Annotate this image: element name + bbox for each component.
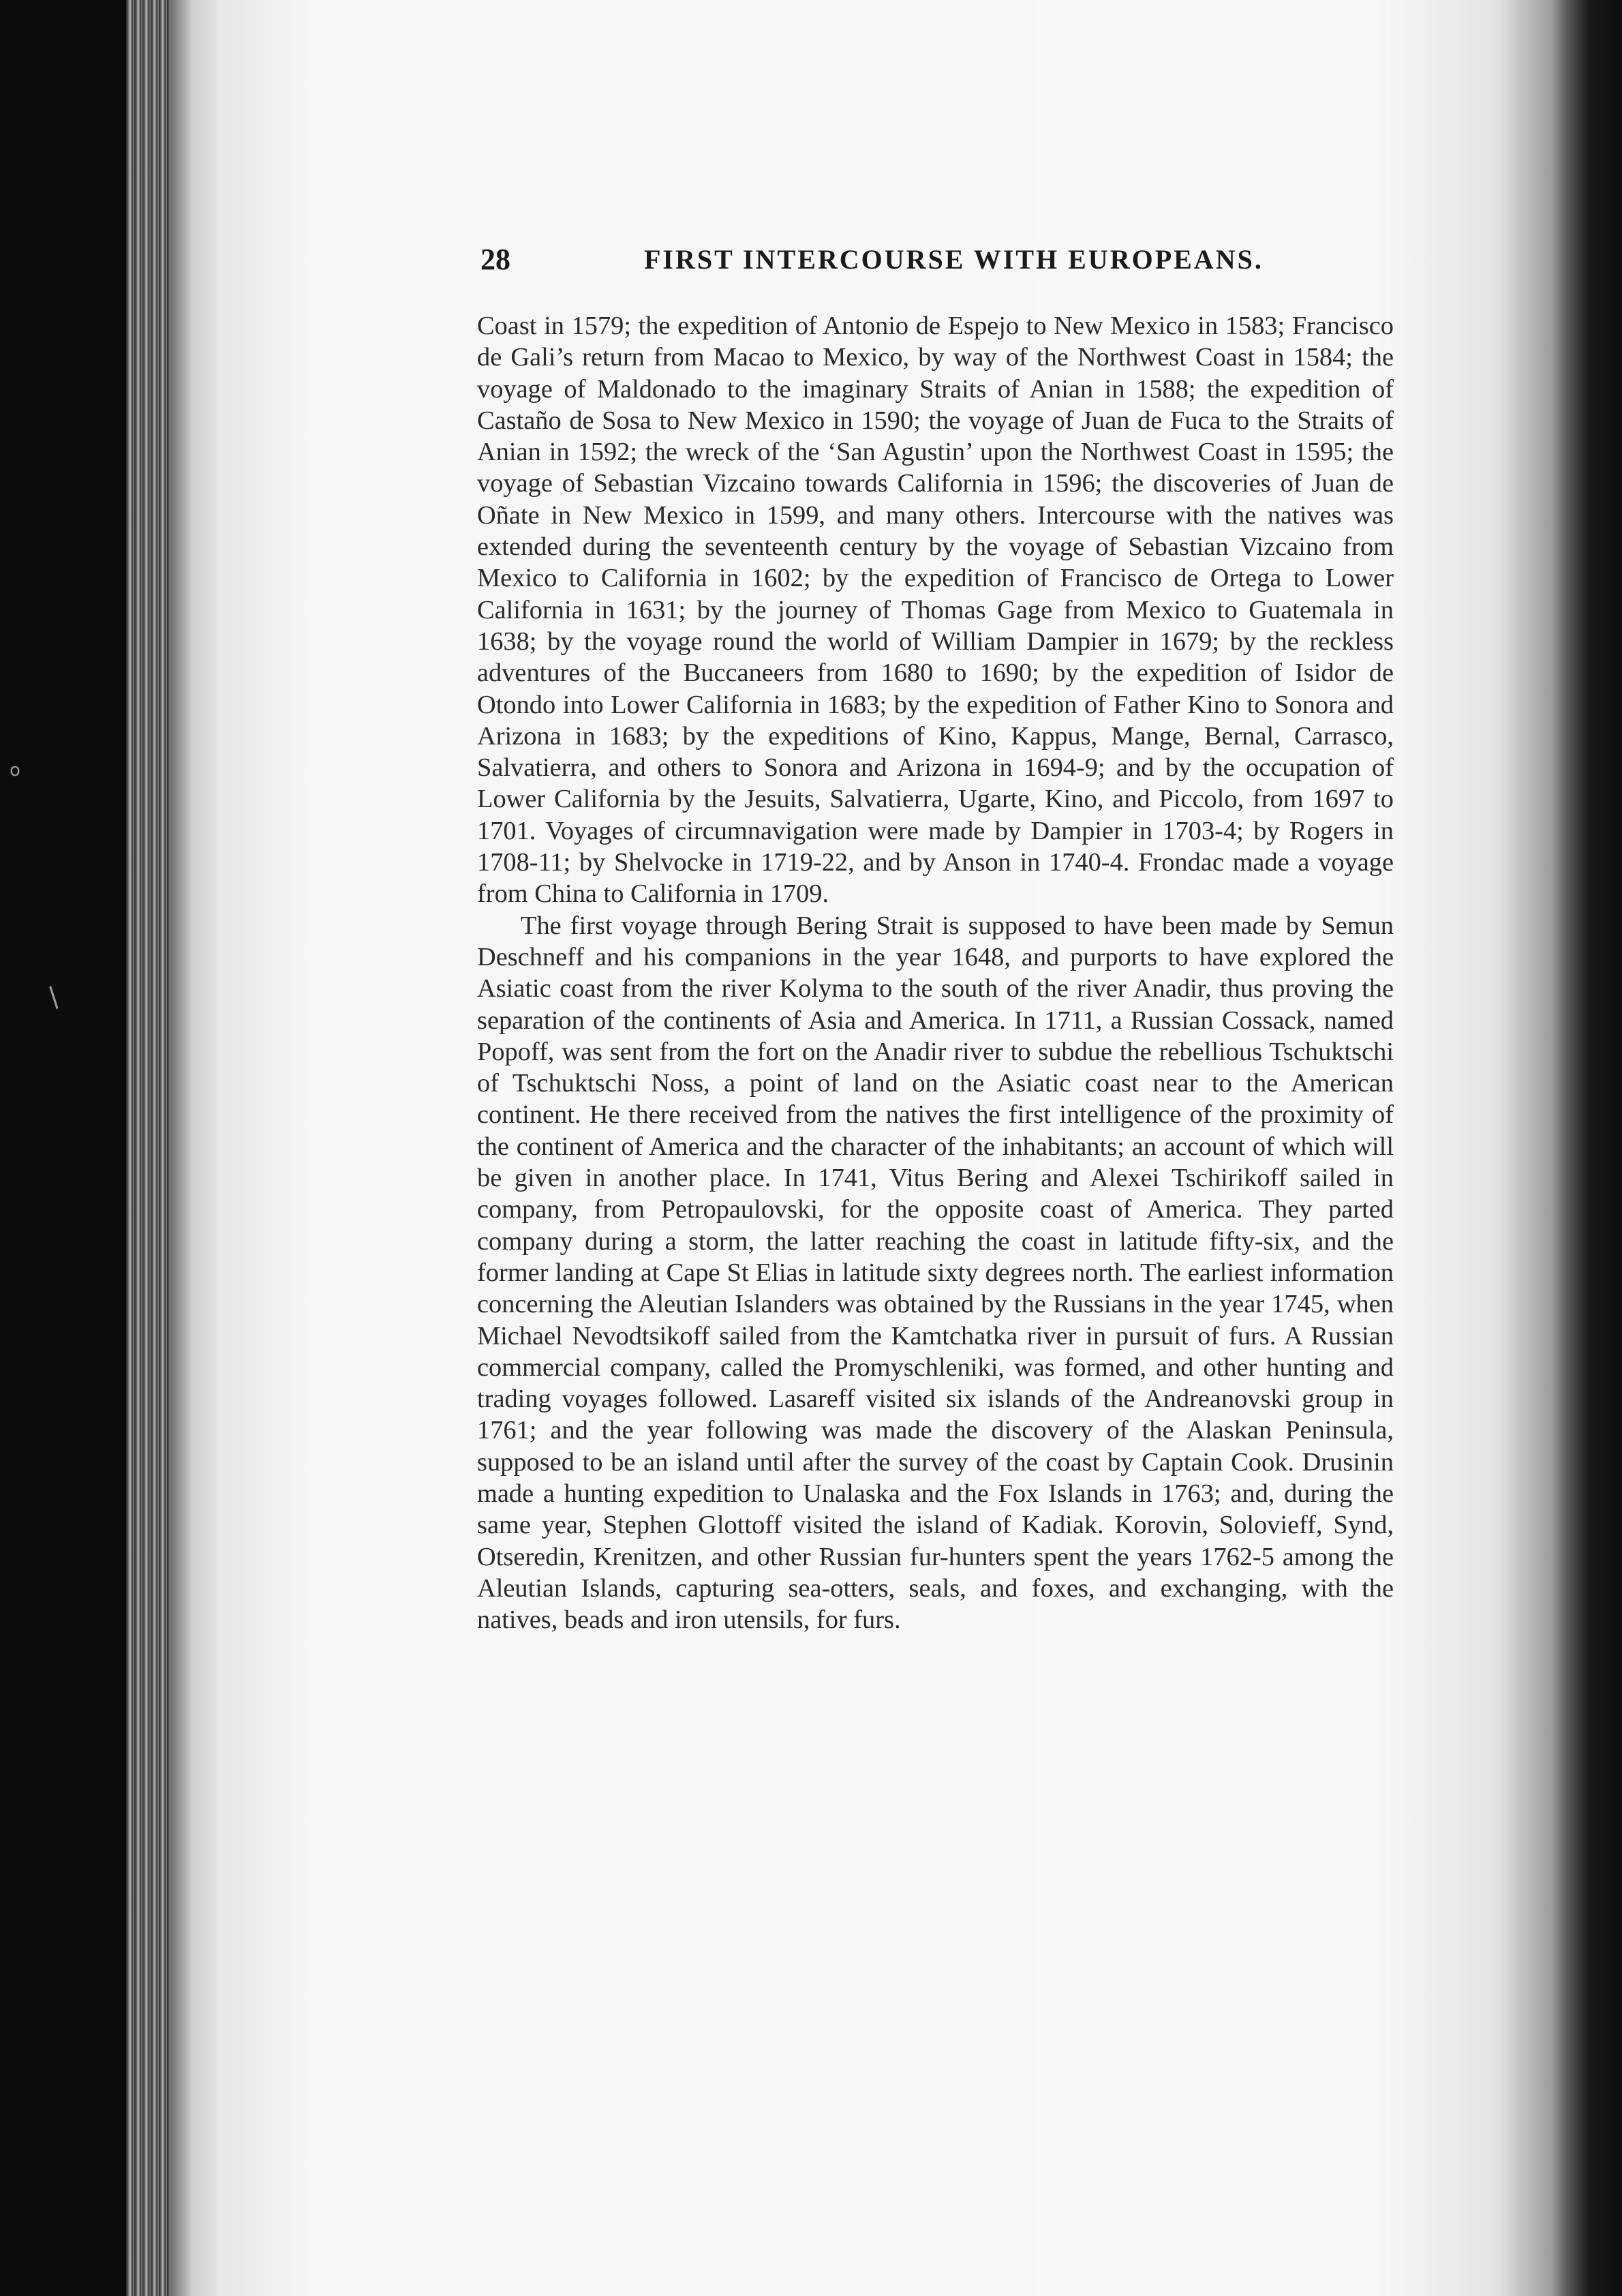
scan-speck: / [41,982,67,1013]
book-gutter-shadow [1567,0,1622,2296]
running-title: FIRST INTERCOURSE WITH EUROPEANS. [644,244,1264,275]
page-header [480,242,1395,283]
paragraph: The first voyage through Bering Strait is supposed to have been made by Semun Deschneff and his companions in the year 1648, and purports to have explored the Asiatic coast from the river Kolyma to the south of the river Anadir, thus proving the separation of the continents of Asia and America. In 1711, a Russian Cossack, named Popoff, was sent from the fort on the Anadir river to subdue the rebellious Tschuktschi of Tschuktschi Noss, a point of land on the Asiatic coast near to the American continent. He there received from the natives the first intelligence of the proximity of the continent of America and the character of the inhabitants; an account of which will be given in another place. In 1741, Vitus Bering and Alexei Tschirikoff sailed in company, from Petropaulovski, for the opposite coast of America. They parted company during a storm, the latter reaching the coast in latitude fifty-six, and the former landing at Cape St Elias in latitude sixty degrees north. The earliest information concerning the Aleutian Islanders was obtained by the Russians in the year 1745, when Michael Nevodtsikoff sailed from the Kamtchatka river in pursuit of furs. A Russian commercial company, called the Promyschleniki, was formed, and other hunting and trading voyages followed. Lasareff visited six islands of the Andreanovski group in 1761; and the year following was made the discovery of the Alaskan Peninsula, supposed to be an island until after the survey of the coast by Captain Cook. Drusinin made a hunting expedition to Unalaska and the Fox Islands in 1763; and, during the same year, Stephen Glottoff visited the island of Kadiak. Korovin, Solovieff, Synd, Otseredin, Krenitzen, and other Russian fur-hunters spent the years 1762-5 among the Aleutian Islands, capturing sea-otters, seals, and foxes, and exchanging, with the natives, beads and iron utensils, for furs. [477,911,1394,1635]
scan-speck: o [10,760,20,781]
paragraph: Coast in 1579; the expedition of Antonio de Espejo to New Mexico in 1583; Francisco de Gali’s return from Macao to Mexico, by way of the Northwest Coast in 1584; the voyage of Maldonado to the imaginary Straits of Anian in 1588; the expedition of Castaño de Sosa to New Mexico in 1590; the voyage of Juan de Fuca to the Straits of Anian in 1592; the wreck of the ‘San Agustin’ upon the Northwest Coast in 1595; the voyage of Sebastian Vizcaino towards California in 1596; the discoveries of Juan de Oñate in New Mexico in 1599, and many others. Intercourse with the natives was extended during the seventeenth century by the voyage of Sebastian Vizcaino from Mexico to California in 1602; by the expedition of Francisco de Ortega to Lower California in 1631; by the journey of Thomas Gage from Mexico to Guatemala in 1638; by the voyage round the world of William Dampier in 1679; by the reckless adventures of the Buccaneers from 1680 to 1690; by the expedition of Isidor de Otondo into Lower California in 1683; by the expedition of Father Kino to Sonora and Arizona in 1683; by the expeditions of Kino, Kappus, Mange, Bernal, Carrasco, Salvatierra, and others to Sonora and Arizona in 1694-9; and by the occupation of Lower California by the Jesuits, Salvatierra, Ugarte, Kino, and Piccolo, from 1697 to 1701. Voyages of circumnavigation were made by Dampier in 1703-4; by Rogers in 1708-11; by Shelvocke in 1719-22, and by Anson in 1740-4. Frondac made a voyage from China to California in 1709. [477,312,1394,909]
body-text [477,310,1394,1635]
page-number: 28 [480,243,510,276]
